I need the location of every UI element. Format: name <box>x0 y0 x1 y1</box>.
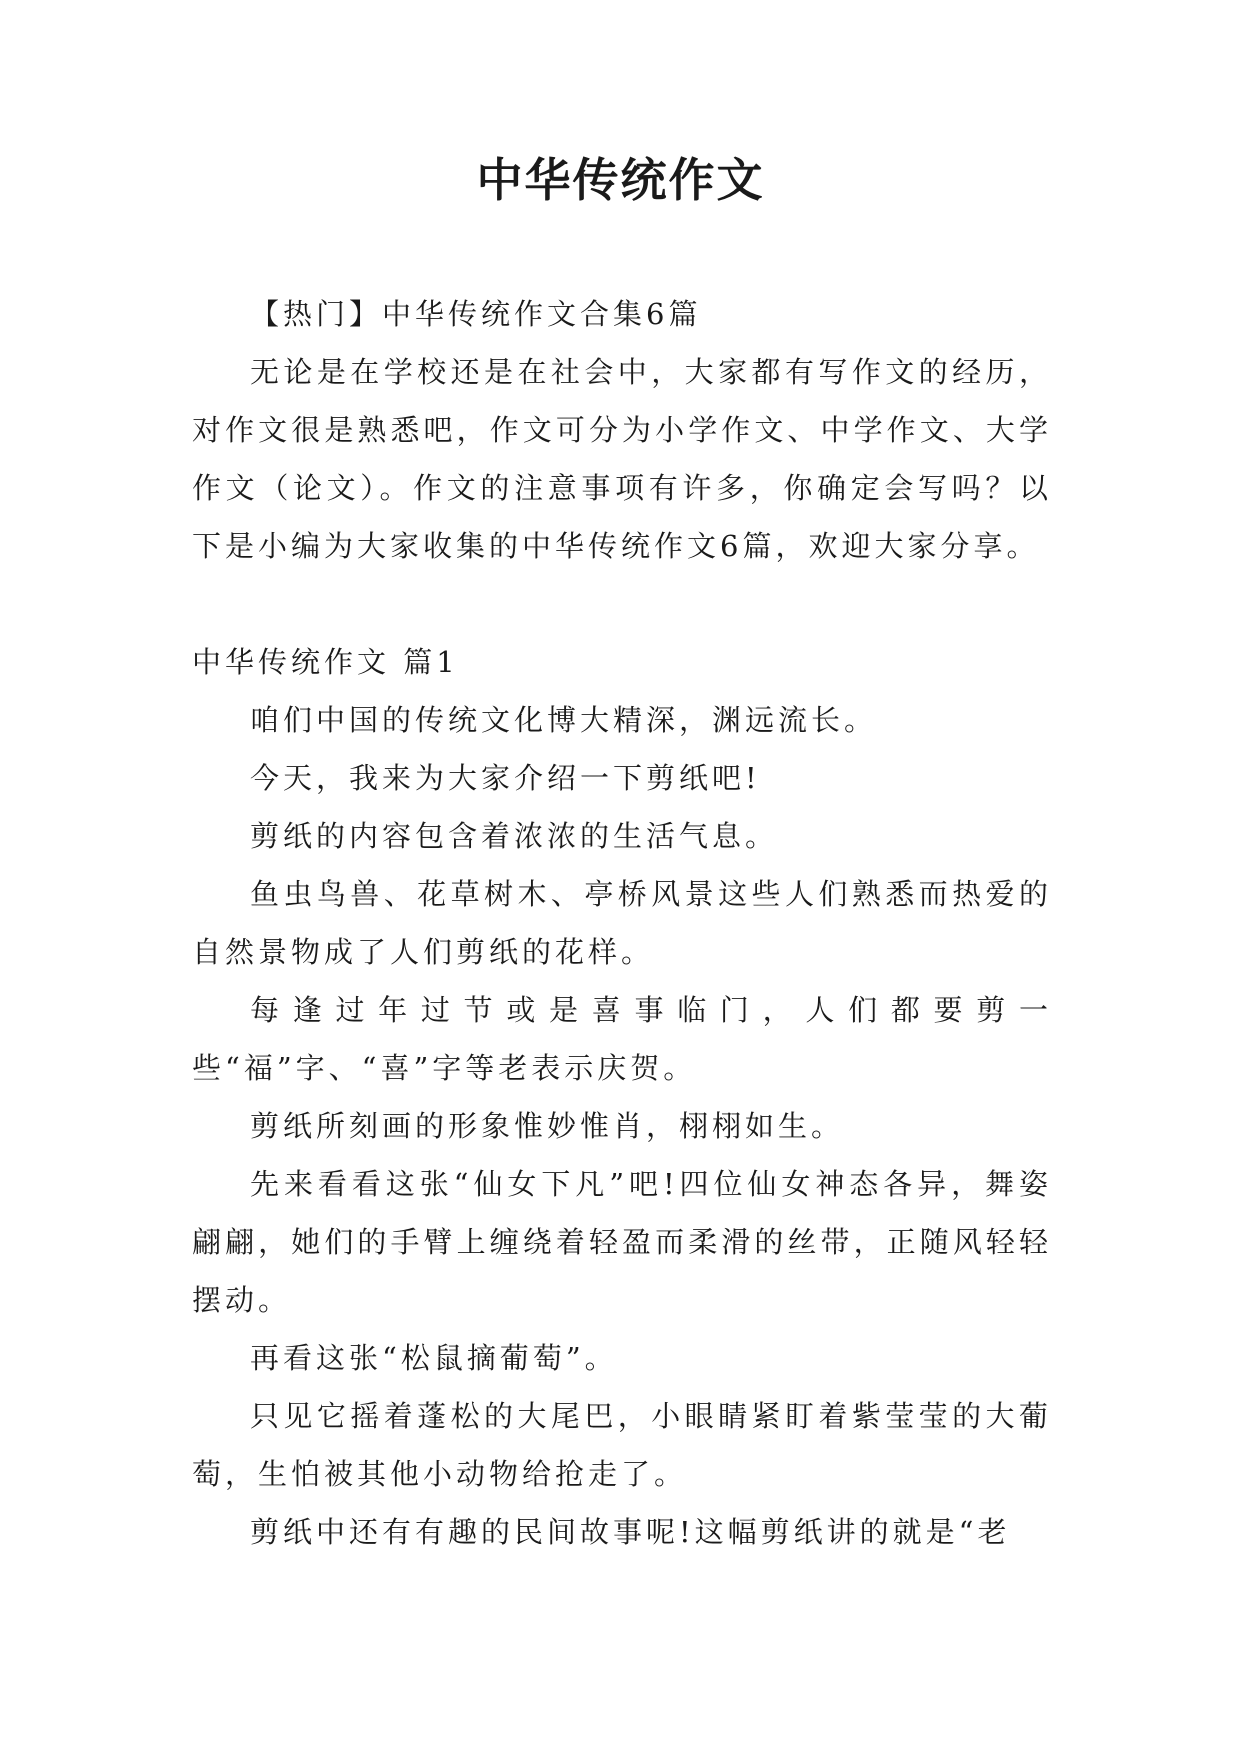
paragraph: 剪纸的内容包含着浓浓的生活气息。 <box>250 819 779 853</box>
intro-paragraph: 无论是在学校还是在社会中，大家都有写作文的经历，对作文很是熟悉吧，作文可分为小学作文、中学作文、大学作文（论文）。作文的注意事项有许多，你确定会写吗？以下是小编为大家收集的中华传统作文6篇，欢迎大家分享。 <box>192 355 1052 563</box>
section-heading: 中华传统作文 篇1 <box>192 645 459 679</box>
section-spacer <box>192 575 1052 633</box>
document-body <box>192 285 1052 1561</box>
paragraph: 剪纸中还有有趣的民间故事呢!这幅剪纸讲的就是“老 <box>250 1515 1011 1549</box>
paragraph: 再看这张“松鼠摘葡萄”。 <box>250 1341 618 1375</box>
paragraph: 鱼虫鸟兽、花草树木、亭桥风景这些人们熟悉而热爱的自然景物成了人们剪纸的花样。 <box>192 877 1052 969</box>
document-title: 中华传统作文 <box>476 153 765 207</box>
paragraph: 每逢过年过节或是喜事临门，人们都要剪一些“福”字、“喜”字等老表示庆贺。 <box>192 993 1052 1085</box>
paragraph: 今天，我来为大家介绍一下剪纸吧! <box>250 761 761 795</box>
paragraph: 只见它摇着蓬松的大尾巴，小眼睛紧盯着紫莹莹的大葡萄，生怕被其他小动物给抢走了。 <box>192 1399 1052 1491</box>
paragraph: 咱们中国的传统文化博大精深，渊远流长。 <box>250 703 878 737</box>
paragraph: 剪纸所刻画的形象惟妙惟肖，栩栩如生。 <box>250 1109 845 1143</box>
document-subtitle: 【热门】中华传统作文合集6篇 <box>250 297 702 331</box>
paragraph: 先来看看这张“仙女下凡”吧!四位仙女神态各异，舞姿翩翩，她们的手臂上缠绕着轻盈而柔滑的丝带，正随风轻轻摆动。 <box>192 1167 1052 1317</box>
